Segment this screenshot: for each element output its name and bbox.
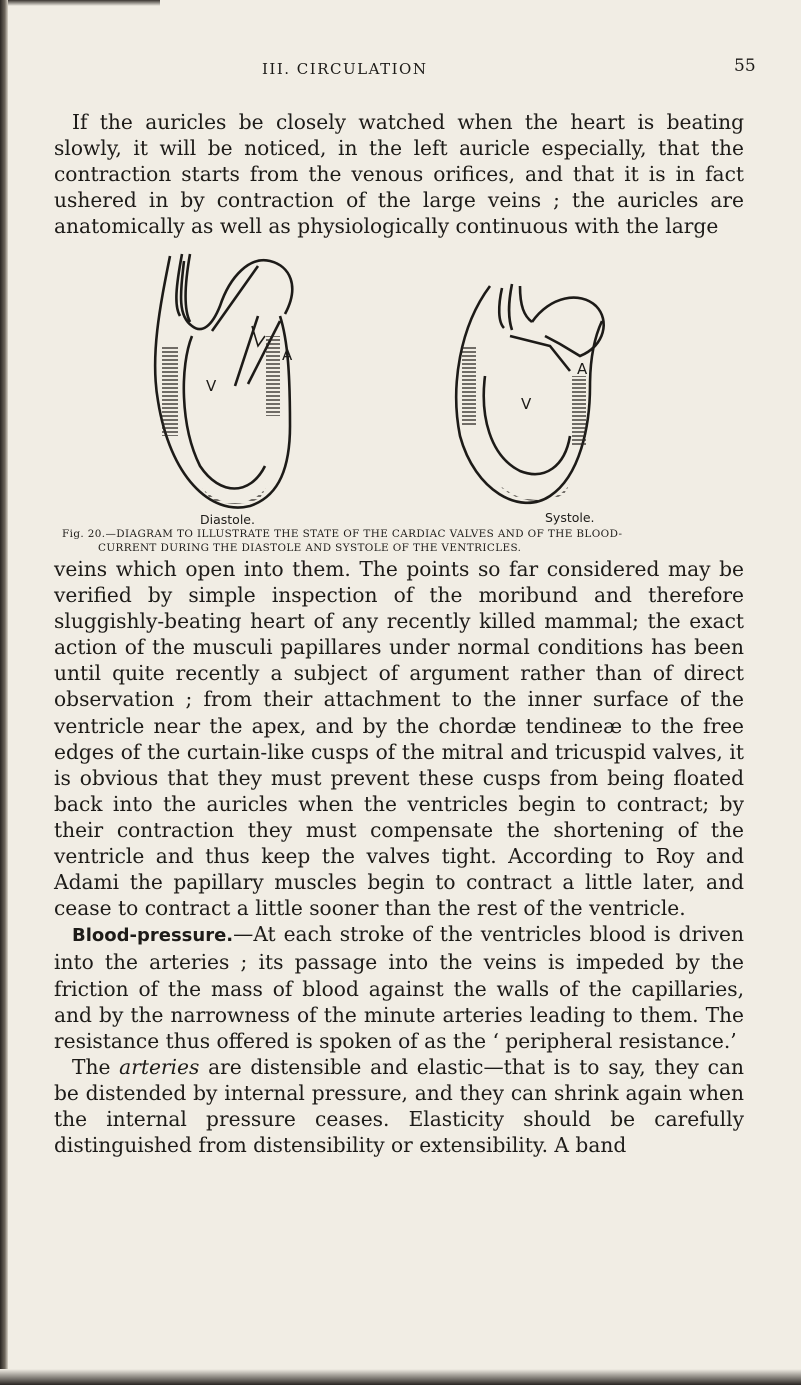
- arteries-text: are distensible and elastic—that is to say, they can be distended by internal pressure, and they can shrink again when the internal pressure ceases. Elasticity should be carefully distinguished from distensibility or extensibility. A band: [54, 1054, 744, 1158]
- systole-valve: [510, 336, 570, 371]
- systole-ventricle-inner: [484, 376, 570, 474]
- systole-v-label: V: [521, 395, 532, 413]
- main-body: [54, 556, 744, 1158]
- caption-figure-number: Fig. 20.: [62, 528, 106, 540]
- systole-a-label: A: [577, 360, 588, 378]
- paragraph-text: If the auricles be closely watched when the heart is beating slowly, it will be noticed, in the left auricle especially, that the contraction starts from the venous orifices, and that it is in fact ushered in by contraction of the large veins ; the auricles are anatomically as well as physiologically continuous with the large: [54, 110, 744, 239]
- diastole-ventricle-inner: [184, 336, 265, 489]
- page-edge-top: [0, 0, 160, 6]
- systole-right-muscle: [572, 376, 586, 446]
- arteries-lead: The: [72, 1054, 111, 1079]
- paragraph-arteries: [54, 1054, 744, 1158]
- paragraph-veins: veins which open into them. The points so far considered may be verified by simple inspection of the moribund and therefore sluggishly-beating heart of any recently killed mammal; the exact action of the musculi papillares under normal conditions has been until quite recently a subject of argument rather than of direct observation ; from their attachment to the inner surface of the ventricle near the apex, and by the chordæ tendineæ to the free edges of the curtain-like cusps of the mitral and tricuspid valves, it is obvious that they must prevent these cusps from being floated back into the auricles when the ventricles begin to contract; by their contraction they must compensate the shortening of the ventricle and thus keep the valves tight. According to Roy and Adami the papillary muscles begin to contract a little later, and cease to contract a little sooner than the rest of the ventricle.: [54, 557, 744, 921]
- systole-vein-2: [509, 284, 512, 330]
- figure-caption: [62, 527, 752, 555]
- diastole-v-label: V: [206, 377, 217, 395]
- systole-auricle: [532, 298, 604, 356]
- systole-vein-1: [499, 288, 504, 328]
- diastole-a-label: A: [282, 346, 293, 364]
- blood-pressure-text: —At each stroke of the ventricles blood is driven into the arteries ; its passage into the veins is impeded by the friction of the mass of blood against the walls of the capillaries, and by the narrowness of the minute arteries leading to them. The resistance thus offered is spoken of as the ‘ peripheral resistance.’: [54, 922, 744, 1053]
- systole-vein-3: [520, 286, 532, 322]
- heart-valve-diagram: [140, 226, 640, 526]
- page-edge-bottom: [0, 1369, 801, 1385]
- diastole-left-muscle: [162, 346, 178, 436]
- caption-text: —DIAGRAM TO ILLUSTRATE THE STATE OF THE CARDIAC VALVES AND OF THE BLOOD-: [105, 528, 623, 540]
- heart-valve-figure: [140, 226, 640, 526]
- page-number: 55: [734, 56, 756, 76]
- caption-text-continued: CURRENT DURING THE DIASTOLE AND SYSTOLE OF THE VENTRICLES.: [98, 542, 522, 554]
- diastole-right-muscle: [266, 336, 280, 416]
- page-edge-left: [0, 0, 8, 1385]
- arteries-term: arteries: [119, 1054, 200, 1079]
- diastole-label: Diastole.: [200, 512, 255, 527]
- section-heading-blood-pressure: Blood-pressure.: [72, 925, 234, 947]
- systole-left-muscle: [462, 346, 476, 426]
- running-head: III. CIRCULATION: [262, 60, 428, 78]
- paragraph-blood-pressure: [54, 921, 744, 1053]
- systole-label: Systole.: [545, 510, 595, 525]
- diastole-vein-right: [186, 254, 191, 322]
- paragraph-top: [54, 109, 744, 239]
- diastole-valve-left: [235, 316, 258, 386]
